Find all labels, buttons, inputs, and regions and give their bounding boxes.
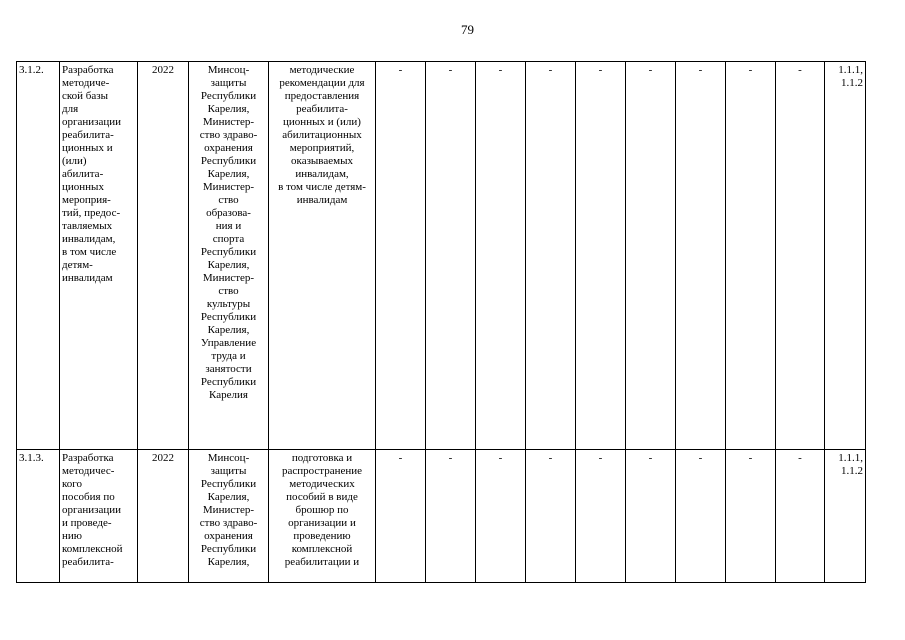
text-line: ство [218, 194, 239, 206]
value-cell: - [626, 62, 676, 450]
text-line: инвалидам, [62, 233, 116, 245]
value-cell: - [476, 450, 526, 583]
text-line: предоставления [284, 90, 360, 102]
text-line: Министер- [202, 272, 255, 284]
text-line: в том числе детям- [278, 181, 366, 193]
indicator-refs [825, 62, 866, 450]
text-line: образова- [206, 207, 251, 219]
value-cell: - [676, 62, 726, 450]
value-cell: - [676, 450, 726, 583]
text-line: Министер- [202, 181, 255, 193]
value-cell: - [376, 450, 426, 583]
text-line: Минсоц- [207, 64, 250, 76]
value-cell: - [776, 62, 825, 450]
value-cell: - [576, 450, 626, 583]
text-line: проведению [293, 530, 351, 542]
value-cell: - [726, 62, 776, 450]
text-line: Карелия, [207, 556, 250, 568]
text-line: абилита- [62, 168, 104, 180]
text-line: инвалидам [62, 272, 113, 284]
text-line: Республики [200, 543, 257, 555]
text-line: организации [62, 504, 122, 516]
text-line: распространение [281, 465, 363, 477]
measure-number: 3.1.2. [17, 62, 60, 450]
text-line: Республики [200, 90, 257, 102]
measure-name [60, 62, 138, 450]
measure-number: 3.1.3. [17, 450, 60, 583]
text-line: комплексной [62, 543, 123, 555]
text-line: 1.1.1, [838, 64, 863, 76]
table-row [17, 450, 866, 583]
value-cell: - [426, 62, 476, 450]
text-line: труда и [211, 350, 246, 362]
text-line: кого [62, 478, 83, 490]
text-line: Республики [200, 311, 257, 323]
text-line: оказываемых [291, 155, 353, 167]
value-cell: - [476, 62, 526, 450]
measure-name [60, 450, 138, 583]
text-line: Министер- [202, 504, 255, 516]
text-line: Карелия, [207, 103, 250, 115]
text-line: брошюр по [295, 504, 349, 516]
value-cell: - [526, 450, 576, 583]
text-line: инвалидам [296, 194, 348, 206]
text-line: для [62, 103, 79, 115]
text-line: абилитационных [282, 129, 362, 141]
value-cell: - [526, 62, 576, 450]
text-line: ской базы [62, 90, 109, 102]
text-line: Карелия, [207, 324, 250, 336]
text-line: охранения [204, 142, 253, 154]
text-line: рекомендации для [279, 77, 365, 89]
text-line: 1.1.2 [841, 465, 863, 477]
text-line: методиче- [62, 77, 110, 89]
text-line: организации и [288, 517, 356, 529]
text-line: и проведе- [62, 517, 112, 529]
text-line: защиты [210, 465, 247, 477]
text-line: защиты [210, 77, 247, 89]
text-line: ционных и [62, 142, 113, 154]
text-line: тавляемых [62, 220, 113, 232]
text-line: методические [289, 64, 355, 76]
text-line: реабилитации и [284, 556, 360, 568]
text-line: Республики [200, 155, 257, 167]
text-line: ния и [215, 220, 242, 232]
text-line: мероприя- [62, 194, 111, 206]
value-cell: - [426, 450, 476, 583]
text-line: комплексной [291, 543, 353, 555]
text-line: Карелия [209, 389, 248, 401]
text-line: Управление [200, 337, 257, 349]
value-cell: - [776, 450, 825, 583]
text-line: Минсоц- [207, 452, 250, 464]
text-line: подготовка и [291, 452, 353, 464]
text-line: 1.1.1, [838, 452, 863, 464]
text-line: тий, предос- [62, 207, 121, 219]
text-line: нию [62, 530, 82, 542]
text-line: (или) [62, 155, 87, 167]
indicator-refs [825, 450, 866, 583]
measure-result [269, 62, 376, 450]
text-line: Министер- [202, 116, 255, 128]
text-line: Разработка [62, 452, 114, 464]
table-row [17, 62, 866, 450]
text-line: ство здраво- [199, 129, 258, 141]
text-line: Разработка [62, 64, 114, 76]
text-line: мероприятий, [289, 142, 355, 154]
text-line: ционных и (или) [283, 116, 361, 128]
value-cell: - [576, 62, 626, 450]
measure-executors [189, 450, 269, 583]
text-line: Карелия, [207, 491, 250, 503]
text-line: реабилита- [62, 556, 114, 568]
text-line: Республики [200, 376, 257, 388]
text-line: охранения [204, 530, 253, 542]
measure-result [269, 450, 376, 583]
text-line: Карелия, [207, 168, 250, 180]
text-line: ционных [62, 181, 104, 193]
text-line: методических [289, 478, 355, 490]
value-cell: - [626, 450, 676, 583]
text-line: ство здраво- [199, 517, 258, 529]
measures-table [16, 61, 866, 583]
text-line: занятости [205, 363, 252, 375]
text-line: пособия по [62, 491, 115, 503]
text-line: детям- [62, 259, 93, 271]
text-line: культуры [206, 298, 251, 310]
text-line: ство [218, 285, 239, 297]
text-line: Республики [200, 246, 257, 258]
text-line: спорта [212, 233, 245, 245]
text-line: организации [62, 116, 122, 128]
value-cell: - [376, 62, 426, 450]
text-line: методичес- [62, 465, 115, 477]
text-line: Карелия, [207, 259, 250, 271]
measure-executors [189, 62, 269, 450]
value-cell: - [726, 450, 776, 583]
text-line: 1.1.2 [841, 77, 863, 89]
text-line: в том числе [62, 246, 117, 258]
text-line: инвалидам, [295, 168, 349, 180]
text-line: пособий в виде [286, 491, 358, 503]
text-line: реабилита- [62, 129, 114, 141]
text-line: реабилита- [296, 103, 348, 115]
text-line: Республики [200, 478, 257, 490]
page-number: 79 [461, 22, 474, 37]
measure-year: 2022 [138, 62, 189, 450]
measure-year: 2022 [138, 450, 189, 583]
